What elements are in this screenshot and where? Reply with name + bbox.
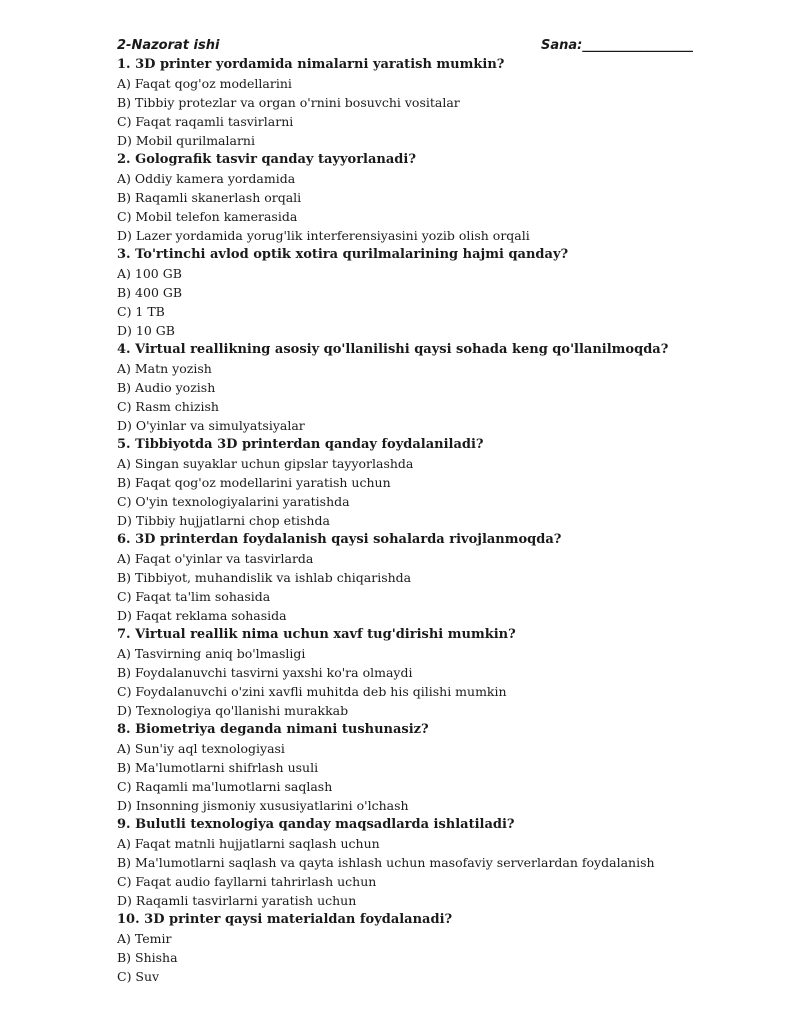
answer-option: A) Faqat qog'oz modellarini: [117, 76, 292, 91]
answer-option: D) Tibbiy hujjatlarni chop etishda: [117, 513, 330, 528]
answer-option: C) Rasm chizish: [117, 399, 219, 414]
answer-option: A) Faqat o'yinlar va tasvirlarda: [117, 551, 314, 566]
question-title: 9. Bulutli texnologiya qanday maqsadlarda ishlatiladi?: [117, 817, 515, 832]
answer-option: B) Tibbiyot, muhandislik va ishlab chiqarishda: [117, 570, 412, 585]
answer-option: C) Mobil telefon kamerasida: [117, 209, 298, 224]
answer-option: C) 1 TB: [117, 304, 165, 319]
answer-option: B) Shisha: [117, 950, 178, 965]
question-block: [117, 530, 757, 625]
question-block: [117, 815, 757, 910]
answer-option: A) Singan suyaklar uchun gipslar tayyorlashda: [117, 456, 414, 471]
answer-option: C) Raqamli ma'lumotlarni saqlash: [117, 779, 333, 794]
question-block: [117, 245, 757, 340]
question-block: [117, 150, 757, 245]
answer-option: C) Faqat raqamli tasvirlarni: [117, 114, 294, 129]
answer-option: D) Mobil qurilmalarni: [117, 133, 255, 148]
answer-option: A) 100 GB: [117, 266, 182, 281]
answer-option: B) Foydalanuvchi tasvirni yaxshi ko'ra olmaydi: [117, 665, 413, 680]
answer-option: D) Lazer yordamida yorug'lik interferensiyasini yozib olish orqali: [117, 228, 530, 243]
answer-option: A) Oddiy kamera yordamida: [117, 171, 296, 186]
question-title: 5. Tibbiyotda 3D printerdan qanday foydalaniladi?: [117, 437, 484, 452]
question-title: 4. Virtual reallikning asosiy qo'llanilishi qaysi sohada keng qo'llanilmoqda?: [117, 342, 669, 357]
question-block: [117, 910, 757, 986]
document-title: 2-Nazorat ishi: [117, 38, 220, 53]
answer-option: C) Foydalanuvchi o'zini xavfli muhitda deb his qilishi mumkin: [117, 684, 507, 699]
date-field-label: Sana:_________________: [541, 38, 693, 53]
question-title: 6. 3D printerdan foydalanish qaysi sohalarda rivojlanmoqda?: [117, 532, 562, 547]
question-title: 10. 3D printer qaysi materialdan foydalanadi?: [117, 912, 453, 927]
question-title: 2. Golografik tasvir qanday tayyorlanadi?: [117, 152, 416, 167]
answer-option: A) Tasvirning aniq bo'lmasligi: [117, 646, 306, 661]
question-title: 8. Biometriya deganda nimani tushunasiz?: [117, 722, 429, 737]
answer-option: C) Suv: [117, 969, 160, 984]
answer-option: D) O'yinlar va simulyatsiyalar: [117, 418, 305, 433]
answer-option: D) Faqat reklama sohasida: [117, 608, 287, 623]
answer-option: D) Texnologiya qo'llanishi murakkab: [117, 703, 349, 718]
answer-option: B) Tibbiy protezlar va organ o'rnini bosuvchi vositalar: [117, 95, 460, 110]
answer-option: A) Sun'iy aql texnologiyasi: [117, 741, 285, 756]
question-block: [117, 435, 757, 530]
answer-option: D) Insonning jismoniy xususiyatlarini o'lchash: [117, 798, 409, 813]
answer-option: A) Matn yozish: [117, 361, 212, 376]
answer-option: B) Audio yozish: [117, 380, 216, 395]
question-block: [117, 720, 757, 815]
question-list: [117, 55, 757, 986]
answer-option: B) Faqat qog'oz modellarini yaratish uchun: [117, 475, 391, 490]
answer-option: B) 400 GB: [117, 285, 183, 300]
answer-option: C) O'yin texnologiyalarini yaratishda: [117, 494, 350, 509]
answer-option: B) Ma'lumotlarni shifrlash usuli: [117, 760, 319, 775]
question-title: 7. Virtual reallik nima uchun xavf tug'dirishi mumkin?: [117, 627, 516, 642]
question-block: [117, 340, 757, 435]
answer-option: A) Faqat matnli hujjatlarni saqlash uchun: [117, 836, 380, 851]
question-title: 1. 3D printer yordamida nimalarni yaratish mumkin?: [117, 57, 505, 72]
question-block: [117, 55, 757, 150]
answer-option: A) Temir: [117, 931, 172, 946]
answer-option: C) Faqat audio fayllarni tahrirlash uchun: [117, 874, 377, 889]
answer-option: D) Raqamli tasvirlarni yaratish uchun: [117, 893, 357, 908]
answer-option: D) 10 GB: [117, 323, 175, 338]
answer-option: B) Raqamli skanerlash orqali: [117, 190, 302, 205]
answer-option: B) Ma'lumotlarni saqlash va qayta ishlash uchun masofaviy serverlardan foydalanish: [117, 855, 655, 870]
question-block: [117, 625, 757, 720]
answer-option: C) Faqat ta'lim sohasida: [117, 589, 271, 604]
question-title: 3. To'rtinchi avlod optik xotira qurilmalarining hajmi qanday?: [117, 247, 569, 262]
document-header: [117, 36, 693, 55]
